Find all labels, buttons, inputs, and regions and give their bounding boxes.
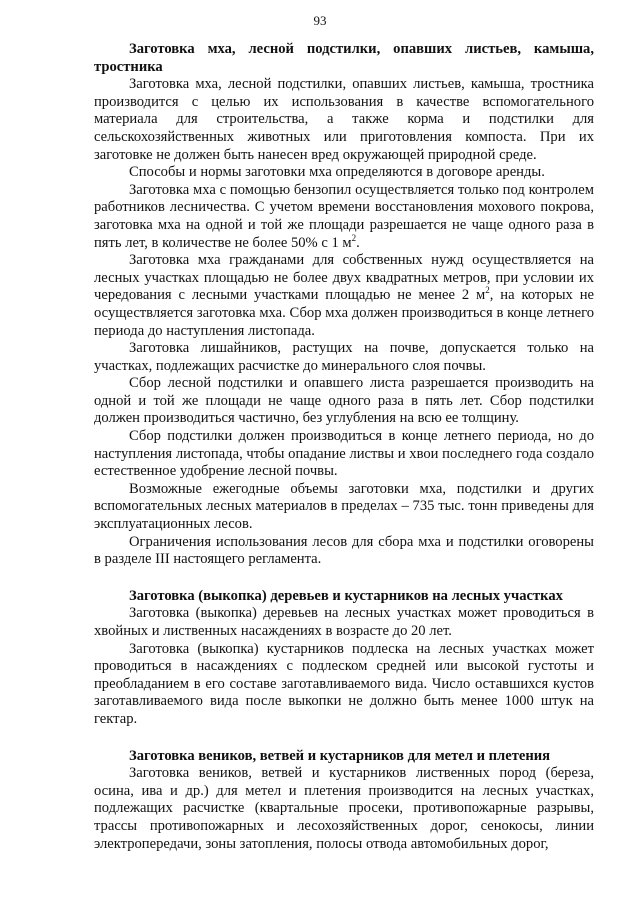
superscript: 2 [485, 285, 490, 296]
section-heading: Заготовка веников, ветвей и кустарников для метел и плетения [129, 747, 551, 764]
paragraph-text: . [356, 234, 360, 251]
paragraph: Ограничения использования лесов для сбора мха и подстилки оговорены в разделе III настоящего регламента. [94, 533, 594, 568]
paragraph-text: Заготовка мха с помощью бензопил осуществляется только под контролем работников лесничества. С учетом времени восстановления мохового покрова, заготовка мха на одной и той же площади разрешается не чаще одного раза в пять лет, в количестве не более 50% с 1 м [94, 181, 594, 251]
paragraph-text: , на которых не осуществляется заготовка мха. Сбор мха должен производиться в конце летнего периода до наступления листопада. [94, 287, 594, 339]
paragraph [94, 182, 594, 252]
section-heading: Заготовка (выкопка) деревьев и кустарников на лесных участках [129, 587, 563, 604]
paragraph [94, 252, 594, 340]
paragraph: Способы и нормы заготовки мха определяются в договоре аренды. [129, 164, 545, 181]
paragraph: Заготовка (выкопка) деревьев на лесных участках может проводиться в хвойных и лиственных насаждениях в возрасте до 20 лет. [94, 605, 594, 639]
paragraph: Возможные ежегодные объемы заготовки мха, подстилки и других вспомогательных лесных материалов в пределах – 735 тыс. тонн приведены для эксплуатационных лесов. [94, 480, 594, 533]
paragraph: Заготовка лишайников, растущих на почве, допускается только на участках, подлежащих расчистке до минерального слоя почвы. [94, 340, 594, 374]
section-brooms-branches [94, 748, 594, 854]
section-trees-shrubs [94, 588, 594, 729]
section-moss-litter [94, 41, 594, 569]
paragraph: Заготовка (выкопка) кустарников подлеска на лесных участках может проводиться в насаждениях с подлеском средней или высокой густоты и преобладанием в его составе заготавливаемого вида. Число оставшихся кустов заготавливаемого вида после выкопки не должно быть менее 1000 штук на гектар. [94, 640, 594, 727]
paragraph: Сбор лесной подстилки и опавшего листа разрешается производить на одной и той же площади не чаще одного раза в пять лет. Сбор подстилки должен производиться частично, без углубления на всю ее толщину. [94, 375, 594, 427]
paragraph-text: Заготовка мха гражданами для собственных нужд осуществляется на лесных участках площадью не более двух квадратных метров, при условии их чередования с лесными участками площадью не менее 2 м [94, 252, 594, 304]
paragraph: Заготовка веников, ветвей и кустарников лиственных пород (береза, осина, ива и др.) для метел и плетения производится на лесных участках, подлежащих расчистке (квартальные просеки, противопожарные разрывы, трассы противопожарных и лесохозяйственных дорог, сенокосы, линии электропередачи, зоны затопления, полосы отвода автомобильных дорог, [94, 765, 594, 852]
superscript: 2 [351, 232, 357, 243]
document-body [94, 41, 594, 853]
page-number: 93 [313, 13, 327, 28]
paragraph: Заготовка мха, лесной подстилки, опавших листьев, камыша, тростника производится с целью их использования в качестве вспомогательного материала для строительства, а также корма и подстилки для сельскохозяйственных животных или приготовления компоста. При их заготовке не должен быть нанесен вред окружающей природной среде. [94, 76, 594, 163]
section-heading: Заготовка мха, лесной подстилки, опавших листьев, камыша, тростника [94, 41, 594, 75]
paragraph: Сбор подстилки должен производиться в конце летнего периода, но до наступления листопада, чтобы опадание листвы и хвои последнего года создало естественное удобрение лесной почвы. [94, 428, 594, 480]
